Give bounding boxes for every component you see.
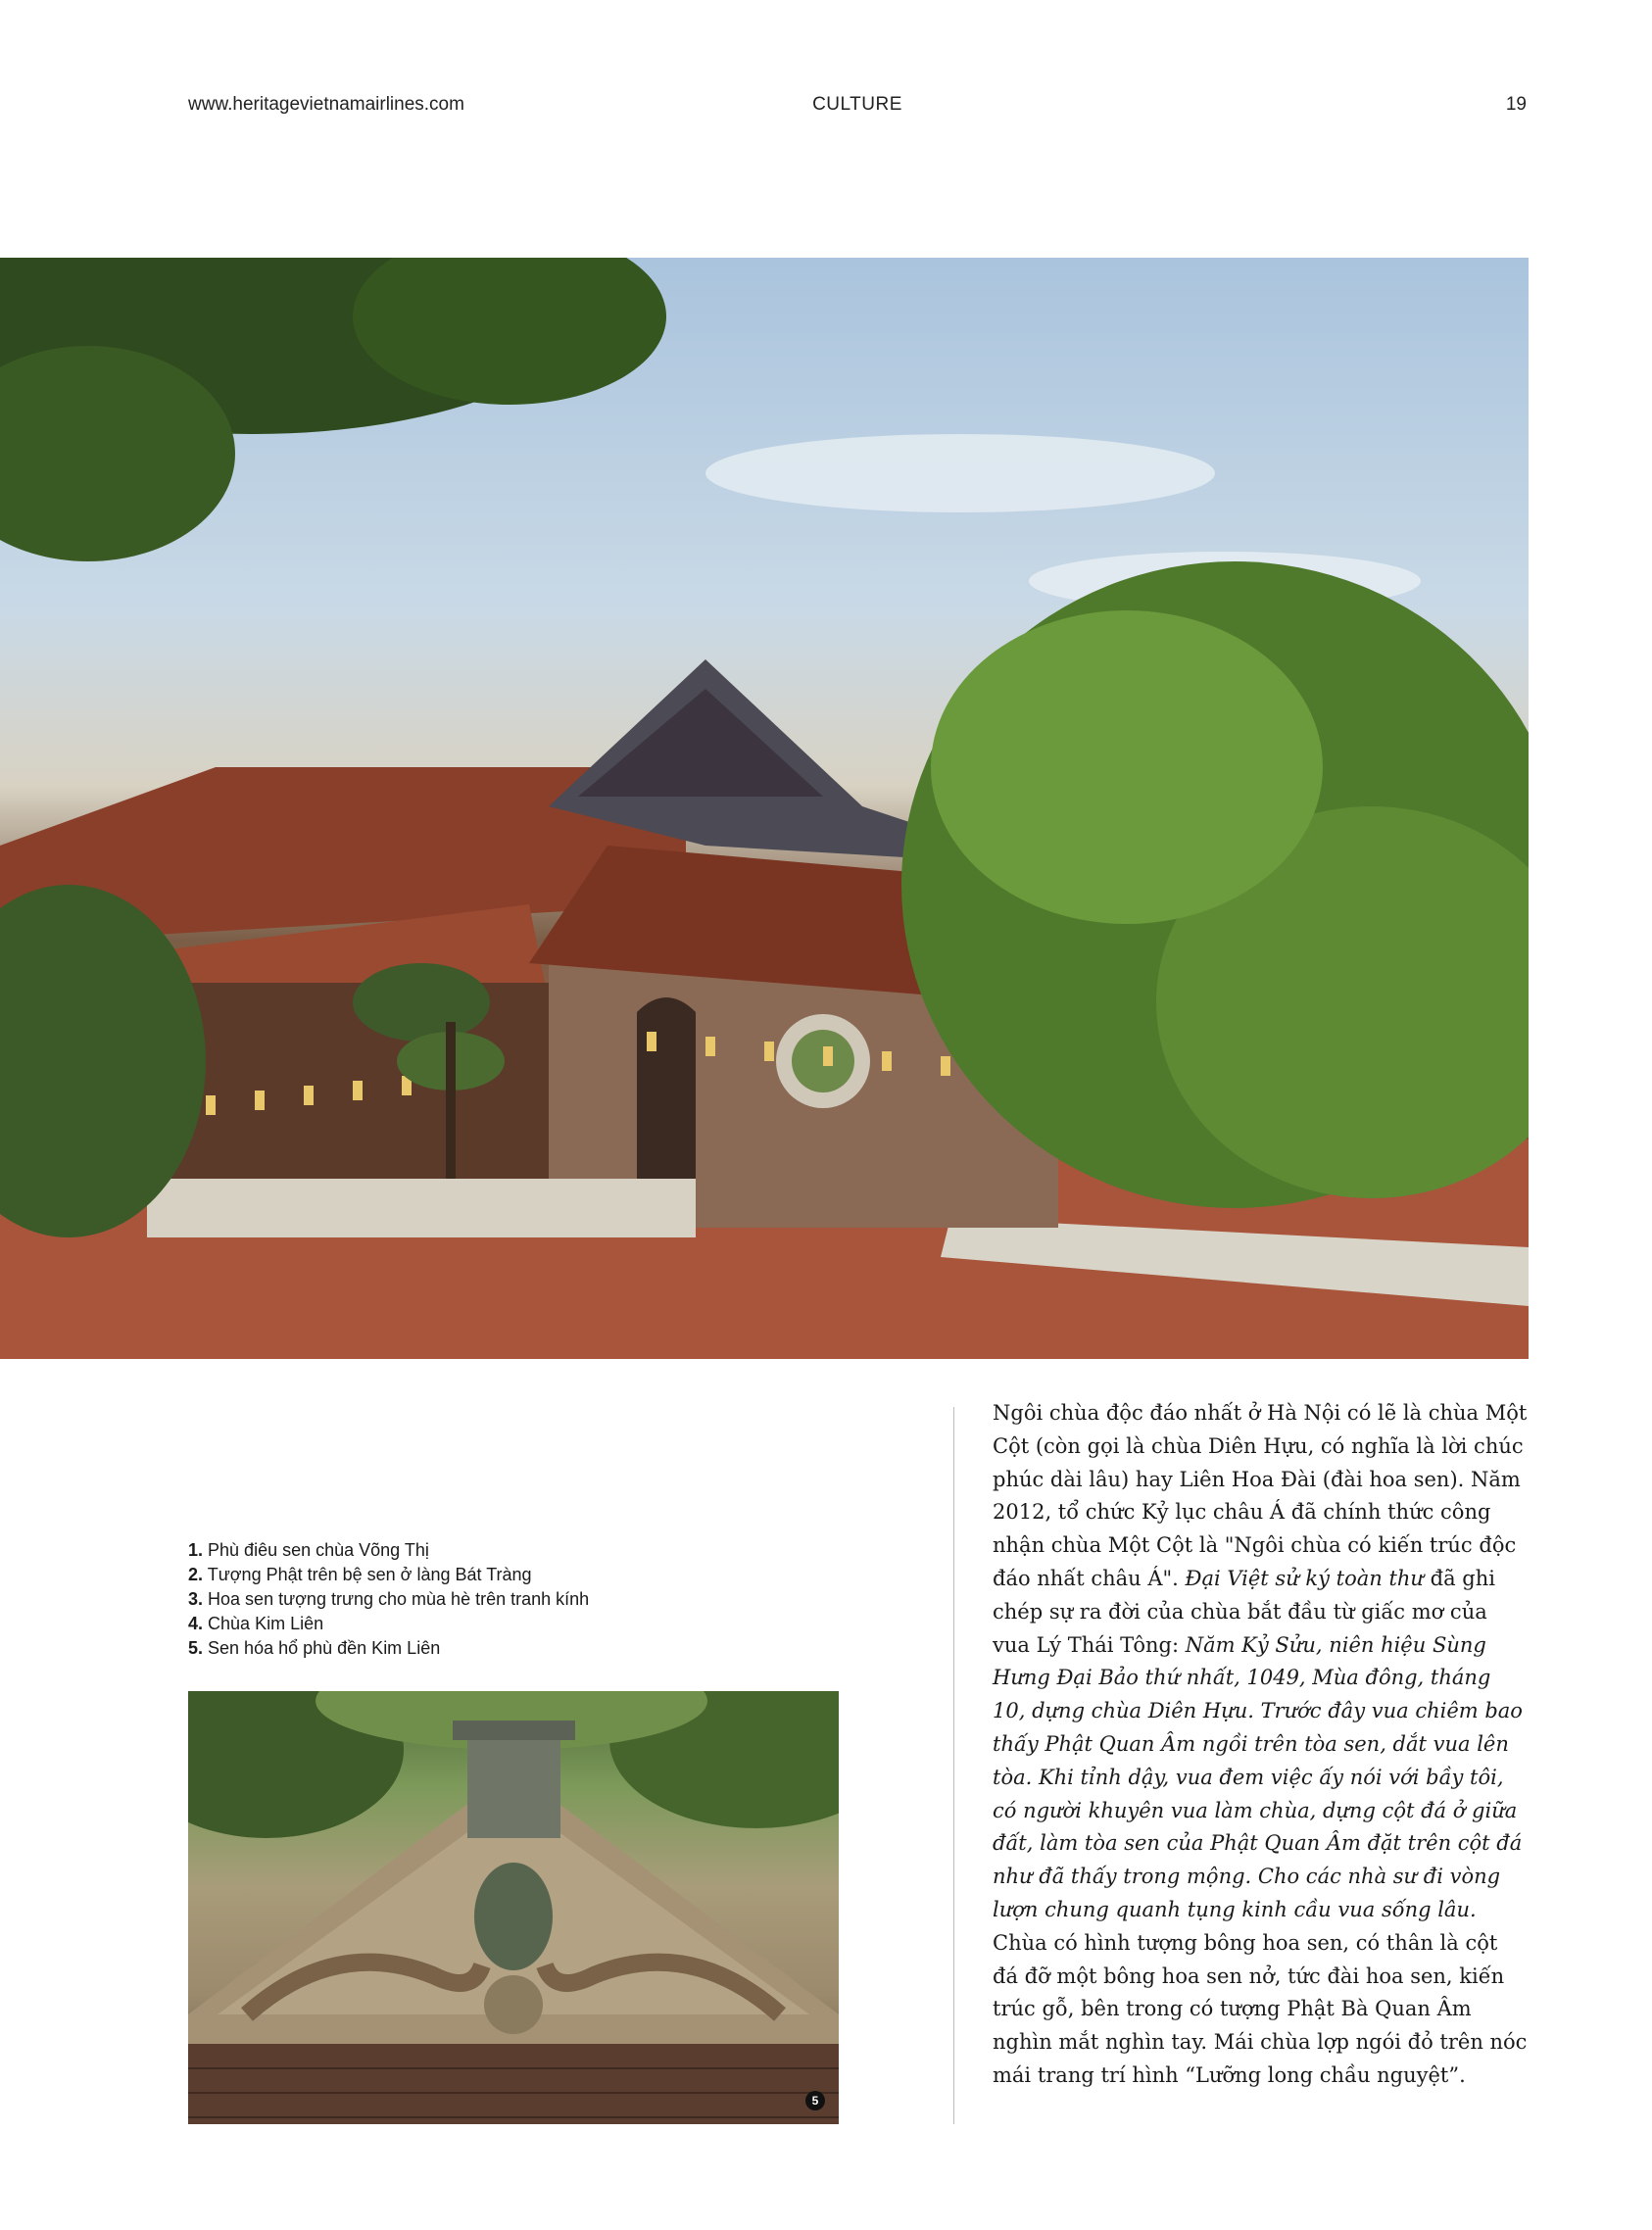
section-label: CULTURE bbox=[812, 94, 902, 115]
caption-item bbox=[188, 1587, 649, 1612]
historical-quote: Năm Kỷ Sửu, niên hiệu Sùng Hưng Đại Bảo thứ nhất, 1049, Mùa đông, tháng 10, dựng chùa Diên Hựu. Trước đây vua chiêm bao thấy Phật Quan Âm ngồi trên tòa sen, dắt vua lên tòa. Khi tỉnh dậy, vua đem việc ấy nói với bầy tôi, có người khuyên vua làm chùa, dựng cột đá ở giữa đất, làm tòa sen của Phật Quan Âm đặt trên cột đá như đã thấy trong mộng. Cho các nhà sư đi vòng lượn chung quanh tụng kinh cầu vua sống lâu. bbox=[993, 1632, 1523, 1921]
caption-item bbox=[188, 1538, 649, 1563]
caption-text: Chùa Kim Liên bbox=[208, 1614, 324, 1633]
book-title: Đại Việt sử ký toàn thư bbox=[1185, 1566, 1424, 1590]
temple-photo-drawing bbox=[0, 258, 1529, 1359]
article-text: đã ghi chép sự ra đời của chùa bắt đầu từ giấc mơ của vua Lý Thái Tông: bbox=[993, 1566, 1495, 1657]
relief-photo-drawing bbox=[188, 1691, 839, 2124]
caption-text: Hoa sen tượng trưng cho mùa hè trên tranh kính bbox=[208, 1589, 590, 1609]
caption-text: Sen hóa hổ phù đền Kim Liên bbox=[208, 1638, 441, 1658]
article-paragraph bbox=[993, 1397, 1528, 2093]
caption-number: 2. bbox=[188, 1565, 204, 1584]
caption-item bbox=[188, 1612, 649, 1636]
caption-number: 3. bbox=[188, 1589, 204, 1609]
website-url[interactable]: www.heritagevietnamairlines.com bbox=[188, 94, 464, 115]
caption-text: Phù điêu sen chùa Võng Thị bbox=[208, 1540, 429, 1560]
page-number: 19 bbox=[1505, 94, 1527, 115]
photo-number-badge: 5 bbox=[805, 2091, 825, 2110]
caption-number: 4. bbox=[188, 1614, 204, 1633]
caption-number: 1. bbox=[188, 1540, 204, 1560]
caption-list bbox=[188, 1538, 649, 1661]
relief-photo bbox=[188, 1691, 839, 2124]
article-text: Chùa có hình tượng bông hoa sen, có thân là cột đá đỡ một bông hoa sen nở, tức đài hoa sen, kiến trúc gỗ, bên trong có tượng Phật Bà Quan Âm nghìn mắt nghìn tay. Mái chùa lợp ngói đỏ trên nóc mái trang trí hình “Lưỡng long chầu nguyệt”. bbox=[993, 1930, 1528, 2087]
temple-hero-photo bbox=[0, 258, 1529, 1359]
caption-number: 5. bbox=[188, 1638, 204, 1658]
column-divider bbox=[953, 1407, 954, 2124]
page-header bbox=[188, 94, 1527, 123]
caption-item bbox=[188, 1636, 649, 1661]
article-body bbox=[993, 1397, 1528, 2093]
caption-text: Tượng Phật trên bệ sen ở làng Bát Tràng bbox=[207, 1565, 532, 1584]
article-text: Ngôi chùa độc đáo nhất ở Hà Nội có lẽ là chùa Một Cột (còn gọi là chùa Diên Hựu, có nghĩa là lời chúc phúc dài lâu) hay Liên Hoa Đài (đài hoa sen). Năm 2012, tổ chức Kỷ lục châu Á đã chính thức công nhận chùa Một Cột là "Ngôi chùa có kiến trúc độc đáo nhất châu Á". bbox=[993, 1401, 1528, 1590]
caption-item bbox=[188, 1563, 649, 1587]
